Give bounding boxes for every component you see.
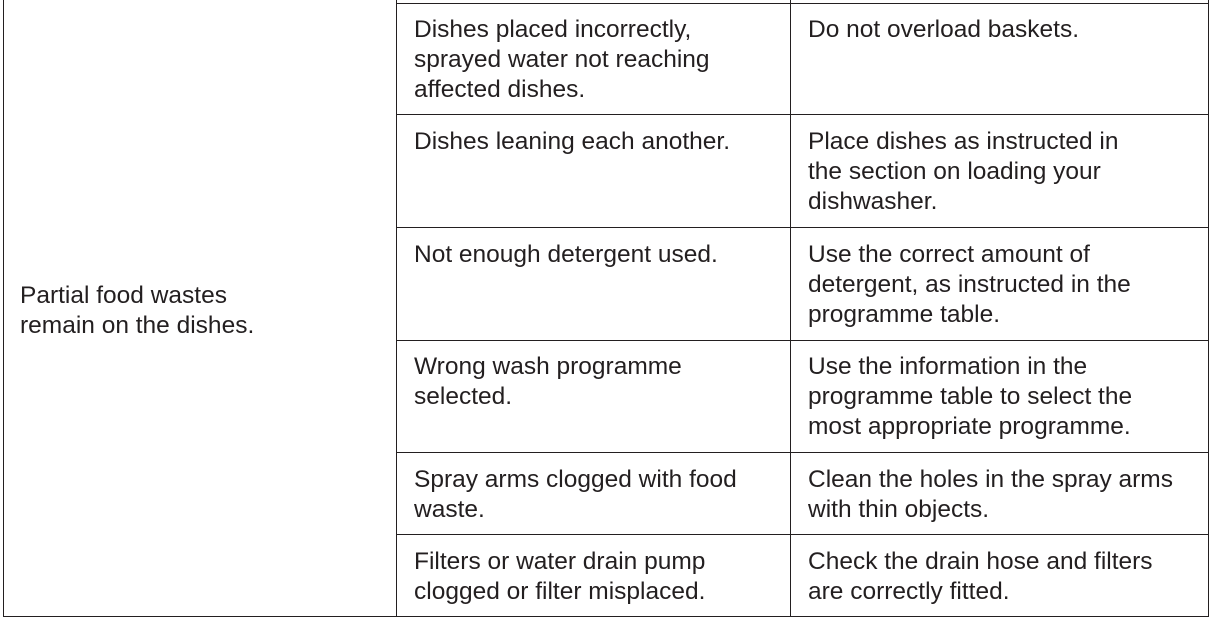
- solution-cell: Clean the holes in the spray arms with thin objects.: [808, 466, 1173, 523]
- symptom-cell: Partial food wastes remain on the dishes.: [20, 282, 255, 339]
- solution-cell: Check the drain hose and filters are correctly fitted.: [808, 548, 1153, 605]
- row-divider-top: [397, 3, 1209, 4]
- column-divider-solution: [790, 0, 791, 617]
- cause-cell: Not enough detergent used.: [414, 241, 718, 268]
- cause-cell: Dishes leaning each another.: [414, 128, 730, 155]
- solution-cell: Place dishes as instructed in the section on loading your dishwasher.: [808, 128, 1119, 215]
- row-divider-3: [397, 340, 1209, 341]
- row-divider-2: [397, 227, 1209, 228]
- solution-cell: Use the information in the programme table to select the most appropriate programme.: [808, 353, 1133, 440]
- cause-cell: Wrong wash programme selected.: [414, 353, 682, 410]
- solution-cell: Use the correct amount of detergent, as instructed in the programme table.: [808, 241, 1131, 328]
- solution-cell: Do not overload baskets.: [808, 16, 1080, 43]
- row-divider-4: [397, 452, 1209, 453]
- cause-cell: Filters or water drain pump clogged or filter misplaced.: [414, 548, 706, 605]
- cause-cell: Dishes placed incorrectly, sprayed water not reaching affected dishes.: [414, 16, 710, 103]
- cause-cell: Spray arms clogged with food waste.: [414, 466, 737, 523]
- column-divider-cause: [396, 0, 397, 617]
- row-divider-1: [397, 114, 1209, 115]
- row-divider-5: [397, 534, 1209, 535]
